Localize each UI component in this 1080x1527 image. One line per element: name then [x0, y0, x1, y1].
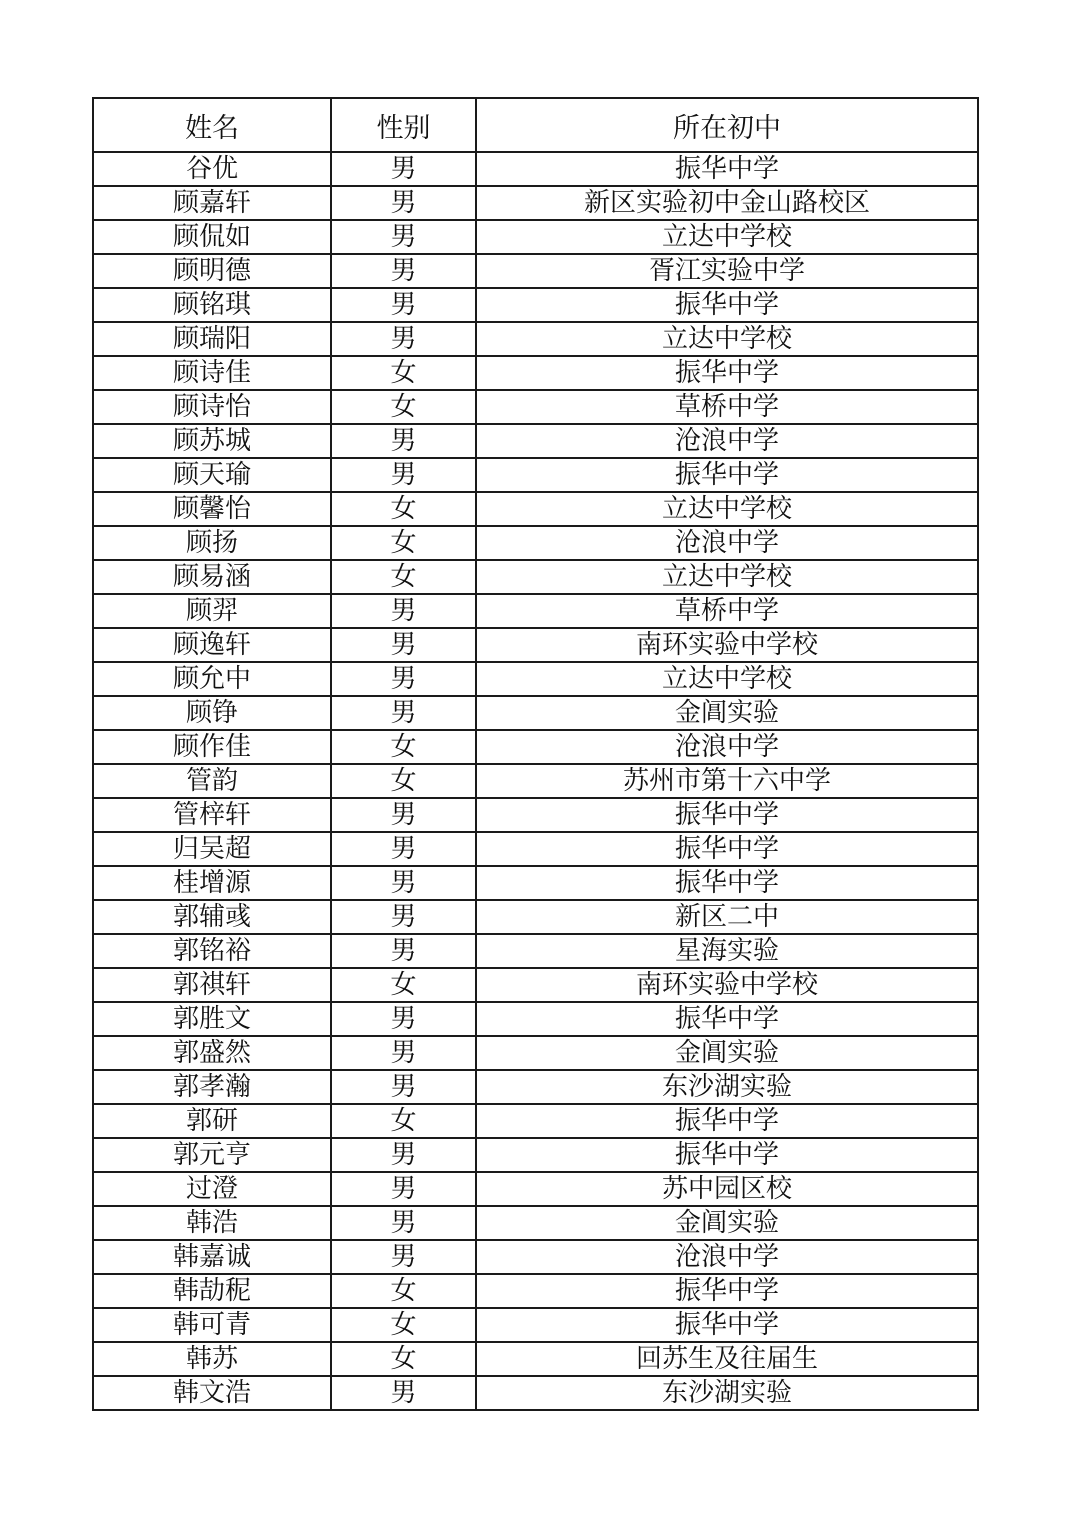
table-row: [93, 220, 978, 254]
cell-name: 顾作佳: [93, 730, 331, 764]
cell-name: 郭祺轩: [93, 968, 331, 1002]
cell-gender: 男: [331, 1240, 476, 1274]
cell-school: 振华中学: [476, 458, 978, 492]
cell-gender: 男: [331, 934, 476, 968]
table-row: [93, 968, 978, 1002]
table-row: [93, 594, 978, 628]
cell-school: 沧浪中学: [476, 526, 978, 560]
table-row: [93, 356, 978, 390]
table-row: [93, 696, 978, 730]
table-row: [93, 424, 978, 458]
cell-gender: 男: [331, 1070, 476, 1104]
cell-school: 东沙湖实验: [476, 1070, 978, 1104]
cell-name: 韩苏: [93, 1342, 331, 1376]
cell-name: 顾天瑜: [93, 458, 331, 492]
cell-school: 南环实验中学校: [476, 628, 978, 662]
cell-school: 振华中学: [476, 152, 978, 186]
cell-name: 顾诗佳: [93, 356, 331, 390]
cell-gender: 女: [331, 1274, 476, 1308]
cell-gender: 男: [331, 696, 476, 730]
cell-school: 苏中园区校: [476, 1172, 978, 1206]
cell-name: 顾铮: [93, 696, 331, 730]
table-row: [93, 730, 978, 764]
cell-gender: 男: [331, 662, 476, 696]
cell-school: 振华中学: [476, 1138, 978, 1172]
cell-school: 新区实验初中金山路校区: [476, 186, 978, 220]
header-gender: 性别: [331, 98, 476, 152]
cell-name: 郭元亨: [93, 1138, 331, 1172]
cell-school: 振华中学: [476, 356, 978, 390]
cell-gender: 男: [331, 832, 476, 866]
cell-school: 金阊实验: [476, 696, 978, 730]
cell-name: 顾易涵: [93, 560, 331, 594]
cell-name: 顾瑞阳: [93, 322, 331, 356]
table-row: [93, 458, 978, 492]
cell-school: 振华中学: [476, 798, 978, 832]
cell-gender: 男: [331, 1002, 476, 1036]
cell-gender: 男: [331, 900, 476, 934]
cell-gender: 女: [331, 526, 476, 560]
cell-name: 顾诗怡: [93, 390, 331, 424]
cell-gender: 女: [331, 1342, 476, 1376]
cell-gender: 男: [331, 322, 476, 356]
cell-name: 顾扬: [93, 526, 331, 560]
cell-name: 顾侃如: [93, 220, 331, 254]
cell-gender: 女: [331, 1308, 476, 1342]
cell-gender: 男: [331, 866, 476, 900]
table-row: [93, 900, 978, 934]
table-row: [93, 1240, 978, 1274]
cell-name: 谷优: [93, 152, 331, 186]
table-row: [93, 1308, 978, 1342]
cell-name: 郭胜文: [93, 1002, 331, 1036]
cell-school: 振华中学: [476, 866, 978, 900]
table-row: [93, 322, 978, 356]
cell-name: 管韵: [93, 764, 331, 798]
cell-name: 顾明德: [93, 254, 331, 288]
student-roster-sheet: [92, 97, 977, 1411]
cell-school: 沧浪中学: [476, 730, 978, 764]
cell-school: 立达中学校: [476, 220, 978, 254]
roster-body: [93, 152, 978, 1410]
cell-name: 顾逸轩: [93, 628, 331, 662]
cell-name: 韩文浩: [93, 1376, 331, 1410]
cell-name: 管梓轩: [93, 798, 331, 832]
cell-gender: 男: [331, 798, 476, 832]
table-row: [93, 1036, 978, 1070]
cell-gender: 女: [331, 1104, 476, 1138]
table-row: [93, 628, 978, 662]
cell-school: 振华中学: [476, 288, 978, 322]
table-row: [93, 526, 978, 560]
cell-name: 顾铭琪: [93, 288, 331, 322]
cell-school: 振华中学: [476, 1002, 978, 1036]
table-row: [93, 186, 978, 220]
table-row: [93, 1376, 978, 1410]
cell-gender: 女: [331, 492, 476, 526]
cell-gender: 女: [331, 390, 476, 424]
cell-gender: 男: [331, 628, 476, 662]
cell-school: 振华中学: [476, 1104, 978, 1138]
table-row: [93, 390, 978, 424]
cell-name: 归吴超: [93, 832, 331, 866]
header-row: [93, 98, 978, 152]
table-row: [93, 1342, 978, 1376]
cell-gender: 女: [331, 764, 476, 798]
cell-gender: 男: [331, 152, 476, 186]
table-row: [93, 254, 978, 288]
table-row: [93, 1070, 978, 1104]
cell-school: 南环实验中学校: [476, 968, 978, 1002]
cell-name: 韩可青: [93, 1308, 331, 1342]
cell-school: 振华中学: [476, 1274, 978, 1308]
cell-gender: 男: [331, 1138, 476, 1172]
table-row: [93, 662, 978, 696]
cell-name: 顾允中: [93, 662, 331, 696]
cell-school: 立达中学校: [476, 492, 978, 526]
cell-name: 郭盛然: [93, 1036, 331, 1070]
cell-name: 韩嘉诚: [93, 1240, 331, 1274]
cell-school: 东沙湖实验: [476, 1376, 978, 1410]
cell-school: 新区二中: [476, 900, 978, 934]
cell-name: 韩劼秜: [93, 1274, 331, 1308]
cell-school: 振华中学: [476, 832, 978, 866]
table-row: [93, 832, 978, 866]
cell-name: 韩浩: [93, 1206, 331, 1240]
cell-name: 郭研: [93, 1104, 331, 1138]
cell-gender: 男: [331, 186, 476, 220]
cell-gender: 男: [331, 220, 476, 254]
cell-name: 顾羿: [93, 594, 331, 628]
cell-name: 顾馨怡: [93, 492, 331, 526]
table-row: [93, 1206, 978, 1240]
cell-school: 草桥中学: [476, 594, 978, 628]
cell-gender: 女: [331, 560, 476, 594]
cell-school: 苏州市第十六中学: [476, 764, 978, 798]
cell-name: 郭铭裕: [93, 934, 331, 968]
cell-gender: 男: [331, 1172, 476, 1206]
cell-school: 立达中学校: [476, 560, 978, 594]
student-roster-table: [92, 97, 979, 1411]
cell-school: 立达中学校: [476, 662, 978, 696]
table-row: [93, 1002, 978, 1036]
cell-gender: 男: [331, 254, 476, 288]
cell-gender: 男: [331, 1206, 476, 1240]
table-row: [93, 492, 978, 526]
table-row: [93, 934, 978, 968]
table-row: [93, 866, 978, 900]
table-row: [93, 764, 978, 798]
cell-school: 振华中学: [476, 1308, 978, 1342]
cell-name: 郭辅彧: [93, 900, 331, 934]
cell-school: 胥江实验中学: [476, 254, 978, 288]
cell-school: 金阊实验: [476, 1036, 978, 1070]
table-row: [93, 798, 978, 832]
cell-gender: 男: [331, 1036, 476, 1070]
cell-name: 郭孝瀚: [93, 1070, 331, 1104]
header-school: 所在初中: [476, 98, 978, 152]
cell-gender: 女: [331, 968, 476, 1002]
cell-gender: 女: [331, 730, 476, 764]
cell-name: 过澄: [93, 1172, 331, 1206]
cell-gender: 男: [331, 424, 476, 458]
cell-gender: 女: [331, 356, 476, 390]
table-row: [93, 1138, 978, 1172]
cell-name: 顾苏城: [93, 424, 331, 458]
cell-name: 顾嘉轩: [93, 186, 331, 220]
header-name: 姓名: [93, 98, 331, 152]
cell-gender: 男: [331, 458, 476, 492]
cell-gender: 男: [331, 288, 476, 322]
table-row: [93, 1172, 978, 1206]
cell-school: 立达中学校: [476, 322, 978, 356]
table-row: [93, 1274, 978, 1308]
table-row: [93, 560, 978, 594]
table-row: [93, 152, 978, 186]
cell-name: 桂增源: [93, 866, 331, 900]
cell-school: 回苏生及往届生: [476, 1342, 978, 1376]
table-row: [93, 1104, 978, 1138]
cell-school: 沧浪中学: [476, 424, 978, 458]
cell-gender: 男: [331, 594, 476, 628]
cell-school: 沧浪中学: [476, 1240, 978, 1274]
table-row: [93, 288, 978, 322]
cell-gender: 男: [331, 1376, 476, 1410]
cell-school: 草桥中学: [476, 390, 978, 424]
cell-school: 星海实验: [476, 934, 978, 968]
cell-school: 金阊实验: [476, 1206, 978, 1240]
